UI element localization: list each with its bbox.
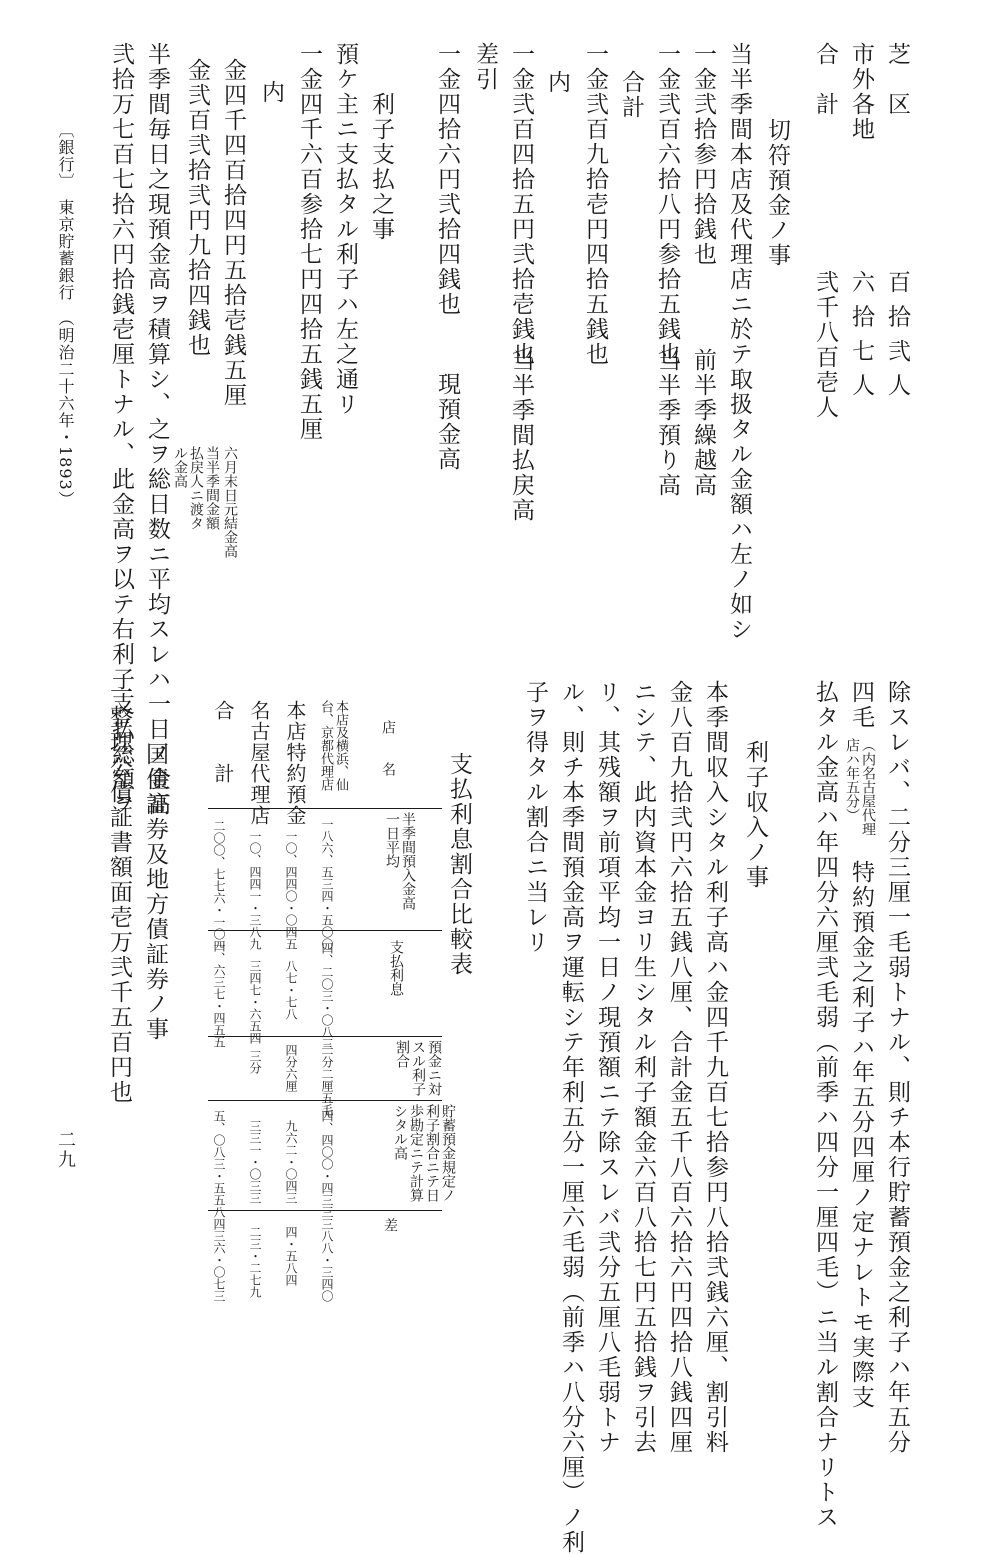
table-cell-rule: 五、〇八三・五五八 [212,1110,226,1218]
table-cell-avg: 一〇、四四〇・〇四五 [284,830,298,950]
kirifu-label-deposit: 当半季預り高 [654,348,680,498]
kirifu-amount-withdrawn: 一金弐百四拾五円弐拾壱銭也 [508,42,534,367]
interest-recv-title: 利子収入ノ事 [742,740,768,890]
table-cell-avg: 一八六、五三四・五〇〇 [320,818,334,950]
table-cell-interest: 三四七・六五四 [248,960,262,1044]
interest-pay-item-amount: 金弐百弐拾弐円九拾四銭也 [184,58,210,358]
header-avg: 半季間預入金高一日平均 [384,812,416,910]
header-rule: 貯蓄預金規定ノ利子割合ニテ日歩勘定ニテ計算シタル高 [392,1104,456,1202]
interest-recv-line: 子ヲ得タル割合ニ当レリ [522,680,548,955]
table-cell-rule: 四、四〇〇・四三三 [320,1110,334,1218]
bonds-title: 国債証券及地方債証券ノ事 [142,742,168,1042]
kirifu-nai: 内 [544,70,570,95]
para-line: 払タル金高ハ年四分六厘弐毛弱（前季ハ四分一厘四毛）ニ当ル割合ナリトス [812,680,838,1530]
table-cell-diff: 二三・二七九 [248,1226,262,1298]
header-store: 店 名 [380,720,396,776]
interest-pay-item-note: 六月末日元結金高 [222,446,238,558]
interest-pay-title: 利子支払之事 [368,92,394,242]
page-number: 二九 [55,1130,76,1170]
kirifu-label-carryover: 前半季繰越高 [690,348,716,498]
district-count-total: 弐千八百壱人 [812,270,838,420]
district-name-shiba: 芝 区 [884,42,910,117]
kirifu-label-current: 現預金高 [434,372,460,472]
table-cell-ratio: 二分二厘五毛 [320,1044,334,1116]
district-name-outside: 市外各地 [848,42,874,142]
table-cell-interest: 四、二〇三・〇八三 [320,942,334,1050]
kirifu-sashihiki: 差引 [472,42,498,92]
district-count-outside: 六 拾 七 人 [848,270,874,398]
interest-recv-line: 金八百九拾弐円六拾五銭八厘、合計金五千八百六拾六円四拾八銭四厘 [666,680,692,1455]
table-row-store: 合 計 [211,700,235,784]
table-cell-diff: 四・五八四 [284,1226,298,1286]
para-line: 除スレバ、二分三厘一毛弱トナル、則チ本行貯蓄預金之利子ハ年五分 [884,680,910,1455]
interest-pay-item-amount: 金四千四百拾四円五拾壱銭五厘 [220,58,246,408]
table-cell-diff: 四三六・〇七三 [212,1218,226,1302]
interest-recv-line: 本季間収入シタル利子高ハ金四千九百七拾参円八拾弐銭六厘、割引料 [702,680,728,1455]
table-title: 支払利息割合比較表 [446,752,472,977]
interest-pay-nai: 内 [258,80,284,105]
table-cell-avg: 二〇〇、七七六・一〇一 [212,820,226,952]
interest-pay-text-line: 半季間毎日之現預金高ヲ積算シ、之ヲ総日数ニ平均スレハ一日ノ金高 [144,42,170,817]
table-row-store: 名古屋代理店 [247,700,271,826]
interest-recv-line: ニシテ、此内資本金ヨリ生シタル利子額金六百八拾七円五拾銭ヲ引去 [630,680,656,1455]
kirifu-total-amount: 一金弐百九拾壱円四拾五銭也 [582,42,608,367]
kirifu-amount-deposit: 一金弐百六拾八円参拾五銭也 [654,42,680,367]
header-diff: 差 [382,1218,398,1232]
interest-pay-intro: 預ケ主ニ支払タル利子ハ左之通リ [332,42,358,417]
interest-pay-total: 一金四千六百参拾七円四拾五銭五厘 [296,42,322,442]
kirifu-amount-carryover: 一金弐拾参円拾銭也 [690,42,716,267]
district-name-total: 合 計 [812,42,838,117]
interest-pay-item-note: 当半季間金額払戻人ニ渡タル金高 [172,446,220,530]
table-cell-rule: 九六二・〇四三 [284,1120,298,1204]
source-caption: 〔銀行〕 東京貯蓄銀行 （明治二十六年・1893） [56,122,75,508]
table-row-store: 本店特約預金 [283,700,307,826]
table-cell-rule: 三三一・〇三三 [248,1120,262,1204]
kirifu-total-label: 合計 [618,70,644,120]
table-cell-interest: 四、六三七・四五五 [212,940,226,1048]
para-line-mid-note: （内名古屋代理店ハ年五分） [844,738,876,836]
bonds-line: 一整理公債証書額面壱万弐千五百円也 [106,680,132,1105]
table-cell-avg: 一〇、四四一・三八九 [248,830,262,950]
table-cell-ratio: 三分 [248,1050,262,1074]
interest-recv-line: ル、則チ本季間預金高ヲ運転シテ年利五分一厘六毛弱（前季ハ八分六厘）ノ利 [558,680,584,1555]
interest-recv-line: リ、其残額ヲ前項平均一日ノ現預額ニテ除スレバ弐分五厘八毛弱トナ [594,680,620,1455]
table-row-store: 本店及横浜、仙台、京都代理店 [318,700,348,791]
table-cell-diff: 三八八・三四〇 [320,1218,334,1302]
header-ratio: 預金ニ対スル利子割合 [394,1040,442,1096]
kirifu-intro: 当半季間本店及代理店ニ於テ取扱タル金額ハ左ノ如シ [726,42,752,642]
para-line-mid-a: 四毛 [848,680,874,730]
para-line-mid-b: 特約預金之利子ハ年五分四厘ノ定ナレトモ実際支 [848,860,874,1410]
table-cell-ratio: 四分六厘 [284,1044,298,1092]
header-interest: 支払利息 [388,940,404,996]
kirifu-label-withdrawn: 当半季間払戻高 [508,348,534,523]
kirifu-title: 切符預金ノ事 [764,118,790,268]
kirifu-amount-current: 一金四拾六円弐拾四銭也 [434,42,460,317]
district-count-shiba: 百 拾 弐 人 [884,270,910,398]
interest-pay-text-line: 弐拾万七百七拾六円拾銭壱厘トナル、此金高ヲ以テ右利子支払総額ヲ [108,42,134,817]
table-cell-interest: 八七・七八 [284,960,298,1020]
